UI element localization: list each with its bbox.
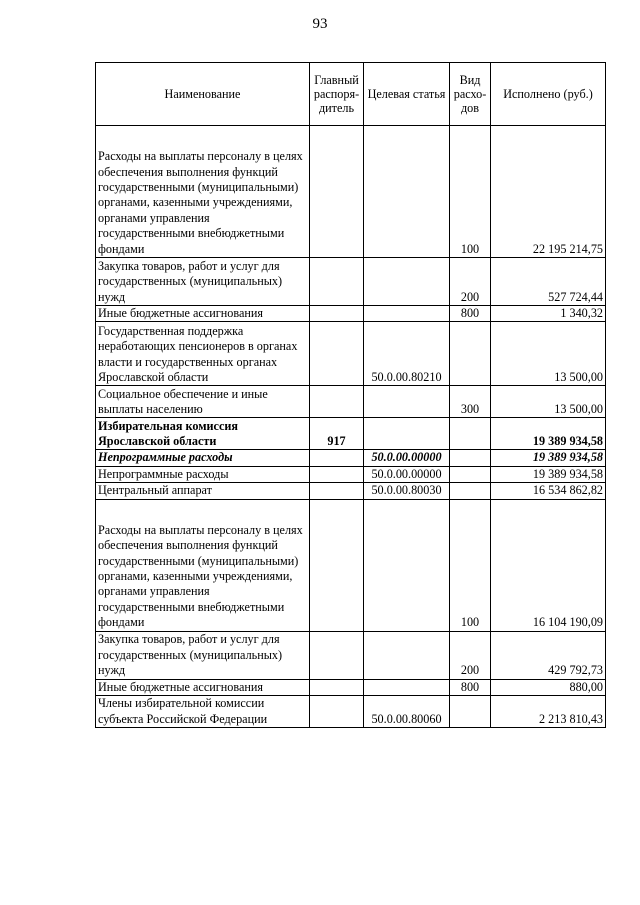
row-target	[364, 499, 450, 631]
row-target	[364, 258, 450, 306]
row-target	[364, 631, 450, 679]
row-name: Государственная поддержка неработающих пенсионеров в органах власти и государственных органах Ярославской области	[96, 322, 310, 386]
row-type: 200	[450, 258, 491, 306]
table-row	[96, 499, 606, 631]
table-header-row	[96, 63, 606, 126]
row-name: Центральный аппарат	[96, 483, 310, 499]
col-header-admin: Главный распоря- дитель	[310, 63, 364, 126]
row-type	[450, 322, 491, 386]
row-amount: 1 340,32	[491, 306, 606, 322]
row-target	[364, 386, 450, 418]
row-amount: 19 389 934,58	[491, 466, 606, 482]
row-admin	[310, 499, 364, 631]
row-type: 300	[450, 386, 491, 418]
table-row	[96, 258, 606, 306]
row-target: 50.0.00.80210	[364, 322, 450, 386]
row-target	[364, 126, 450, 258]
row-type	[450, 696, 491, 728]
row-name: Социальное обеспечение и иные выплаты населению	[96, 386, 310, 418]
row-name: Избирательная комиссия Ярославской области	[96, 418, 310, 450]
table-row	[96, 696, 606, 728]
row-type: 800	[450, 679, 491, 695]
row-amount: 527 724,44	[491, 258, 606, 306]
row-admin: 917	[310, 418, 364, 450]
col-header-target: Целевая статья	[364, 63, 450, 126]
row-target: 50.0.00.80060	[364, 696, 450, 728]
table-row	[96, 386, 606, 418]
row-amount: 16 534 862,82	[491, 483, 606, 499]
table-row	[96, 679, 606, 695]
row-amount: 13 500,00	[491, 386, 606, 418]
row-type	[450, 483, 491, 499]
row-type: 100	[450, 499, 491, 631]
row-admin	[310, 466, 364, 482]
table-row	[96, 631, 606, 679]
col-header-executed: Исполнено (руб.)	[491, 63, 606, 126]
row-amount: 19 389 934,58	[491, 418, 606, 450]
row-name: Расходы на выплаты персоналу в целях обеспечения выполнения функций государственными (муниципальными) органами, казенными учреждениями, органами управления государственными внебюджетными фондами	[96, 499, 310, 631]
row-target	[364, 679, 450, 695]
row-admin	[310, 386, 364, 418]
col-header-name: Наименование	[96, 63, 310, 126]
row-name: Иные бюджетные ассигнования	[96, 679, 310, 695]
row-type	[450, 450, 491, 466]
row-name: Закупка товаров, работ и услуг для государственных (муниципальных) нужд	[96, 258, 310, 306]
table-row	[96, 466, 606, 482]
row-target: 50.0.00.80030	[364, 483, 450, 499]
row-admin	[310, 696, 364, 728]
row-type: 100	[450, 126, 491, 258]
col-header-type: Вид расхо- дов	[450, 63, 491, 126]
row-target	[364, 418, 450, 450]
row-admin	[310, 258, 364, 306]
table-row	[96, 483, 606, 499]
row-name: Расходы на выплаты персоналу в целях обеспечения выполнения функций государственными (муниципальными) органами, казенными учреждениями, органами управления государственными внебюджетными фондами	[96, 126, 310, 258]
row-name: Иные бюджетные ассигнования	[96, 306, 310, 322]
table-row	[96, 126, 606, 258]
row-type	[450, 418, 491, 450]
row-amount: 429 792,73	[491, 631, 606, 679]
table-row	[96, 418, 606, 450]
row-admin	[310, 126, 364, 258]
row-amount: 16 104 190,09	[491, 499, 606, 631]
budget-table	[95, 62, 606, 728]
row-target	[364, 306, 450, 322]
row-name: Члены избирательной комиссии субъекта Российской Федерации	[96, 696, 310, 728]
row-type	[450, 466, 491, 482]
row-admin	[310, 450, 364, 466]
row-name: Закупка товаров, работ и услуг для государственных (муниципальных) нужд	[96, 631, 310, 679]
row-admin	[310, 679, 364, 695]
table-row	[96, 306, 606, 322]
row-admin	[310, 483, 364, 499]
row-amount: 19 389 934,58	[491, 450, 606, 466]
row-admin	[310, 631, 364, 679]
row-admin	[310, 306, 364, 322]
table-row	[96, 450, 606, 466]
row-name: Непрограммные расходы	[96, 466, 310, 482]
row-target: 50.0.00.00000	[364, 466, 450, 482]
row-amount: 2 213 810,43	[491, 696, 606, 728]
row-target: 50.0.00.00000	[364, 450, 450, 466]
row-type: 200	[450, 631, 491, 679]
row-amount: 13 500,00	[491, 322, 606, 386]
row-name: Непрограммные расходы	[96, 450, 310, 466]
row-type: 800	[450, 306, 491, 322]
row-admin	[310, 322, 364, 386]
row-amount: 22 195 214,75	[491, 126, 606, 258]
row-amount: 880,00	[491, 679, 606, 695]
table-row	[96, 322, 606, 386]
page-number: 93	[312, 16, 328, 32]
